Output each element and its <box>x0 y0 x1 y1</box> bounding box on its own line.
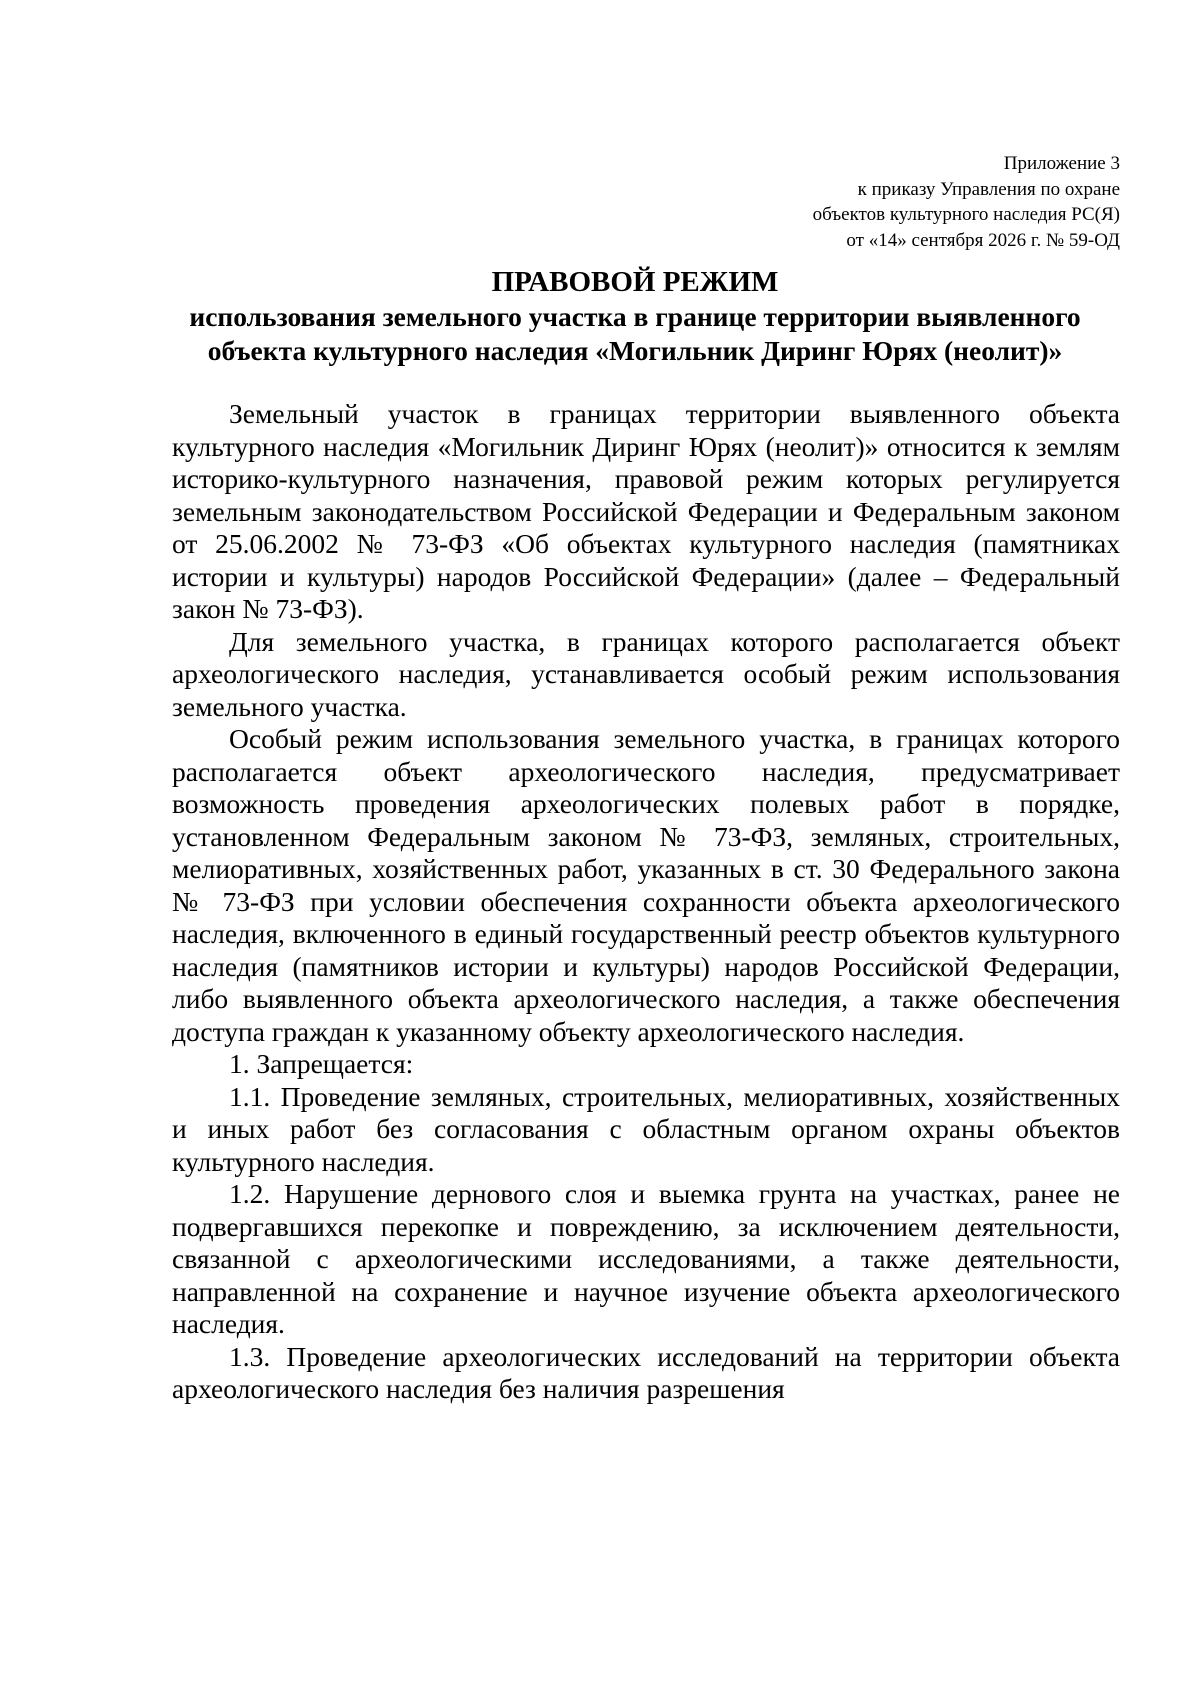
document-body <box>172 398 1120 1406</box>
paragraph-item-1-2: 1.2. Нарушение дернового слоя и выемка грунта на участках, ранее не подвергавшихся перекопке и повреждению, за исключением деятельности, связанной с археологическими исследованиями, а также деятельности, направленной на сохранение и научное изучение объекта археологического наследия. <box>172 1178 1120 1339</box>
appendix-header <box>520 151 1120 253</box>
document-subtitle-line-2: объекта культурного наследия «Могильник Диринг Юрях (неолит)» <box>207 335 1063 366</box>
paragraph-item-1-1: 1.1. Проведение земляных, строительных, мелиоративных, хозяйственных и иных работ без согласования с областным органом охраны объектов культурного наследия. <box>172 1080 1120 1177</box>
paragraph-prohibited-heading: 1. Запрещается: <box>229 1048 414 1079</box>
paragraph-item-1-3: 1.3. Проведение археологических исследований на территории объекта археологического наследия без наличия разрешения <box>172 1340 1120 1404</box>
appendix-number: Приложение 3 <box>1003 153 1120 174</box>
document-subtitle-line-1: использования земельного участка в границе территории выявленного <box>189 301 1081 332</box>
paragraph-regime-provisions: Особый режим использования земельного участка, в границах которого располагается объект археологического наследия, предусматривает возможность проведения археологических полевых работ в порядке, установленном Федеральным законом № 73-ФЗ, земляных, строительных, мелиоративных, хозяйственных работ, указанных в ст. 30 Федерального закона № 73-ФЗ при условии обеспечения сохранности объекта археологического наследия, включенного в единый государственный реестр объектов культурного наследия (памятников истории и культуры) народов Российской Федерации, либо выявленного объекта археологического наследия, а также обеспечения доступа граждан к указанному объекту археологического наследия. <box>172 723 1120 1047</box>
document-title: ПРАВОВОЙ РЕЖИМ <box>491 266 779 298</box>
paragraph-special-regime: Для земельного участка, в границах которого располагается объект археологического наследия, устанавливается особый режим использования земельного участка. <box>172 625 1120 722</box>
appendix-order-reference: к приказу Управления по охране <box>857 178 1120 200</box>
paragraph-land-category: Земельный участок в границах территории выявленного объекта культурного наследия «Могильник Диринг Юрях (неолит)» относится к землям историко-культурного назначения, правовой режим которых регулируется земельным законодательством Российской Федерации и Федеральным законом от 25.06.2002 № 73-ФЗ «Об объектах культурного наследия (памятниках истории и культуры) народов Российской Федерации» (далее – Федеральный закон № 73-ФЗ). <box>172 398 1120 624</box>
appendix-authority: объектов культурного наследия РС(Я) <box>812 204 1120 225</box>
document-title-block <box>150 264 1120 368</box>
appendix-order-date: от «14» сентября 2026 г. № 59-ОД <box>846 229 1120 251</box>
